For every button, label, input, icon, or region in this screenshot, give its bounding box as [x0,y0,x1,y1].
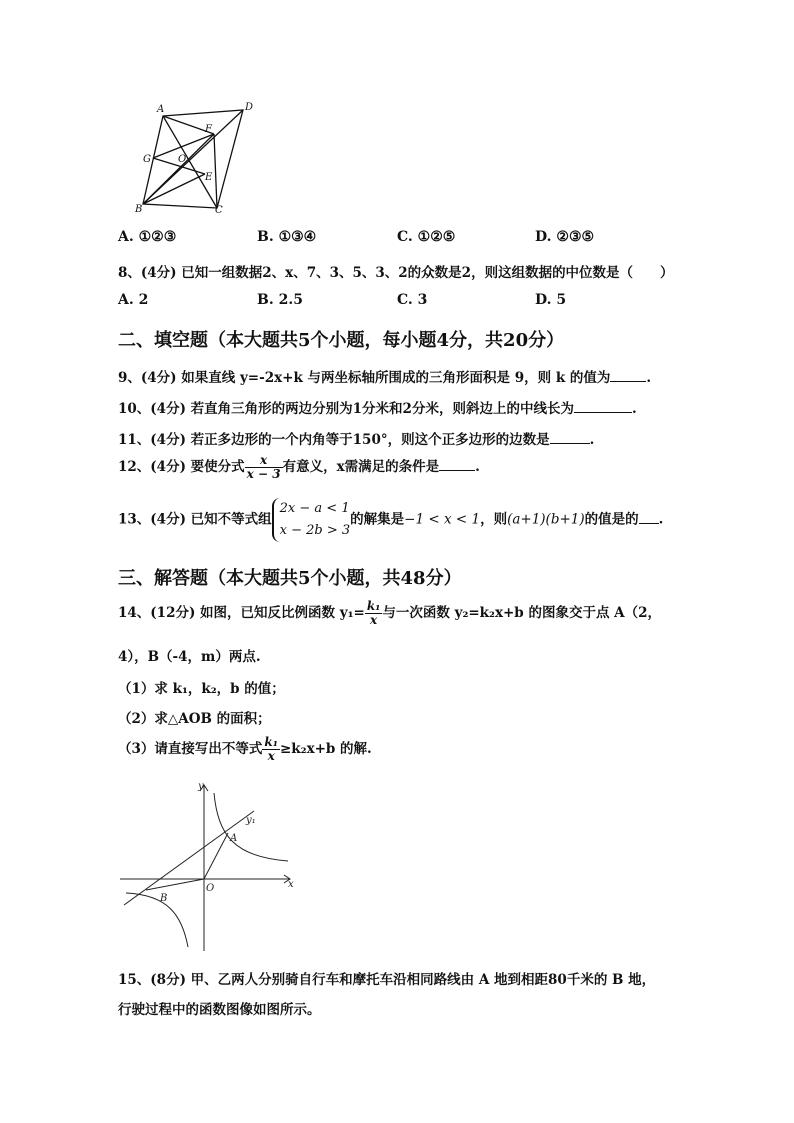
q13-after: 的值是的 [584,511,639,528]
q14-sub3-fraction [262,736,280,763]
q15-line1: 15、(8分) 甲、乙两人分别骑自行车和摩托车沿相同路线由 A 地到相距80千米的 B 地， [118,972,656,988]
q11-line: 11、(4分) 若正多边形的一个内角等于150°，则这个正多边形的边数是 . [118,432,595,448]
label-c: C [215,205,223,215]
q12-answer-blank[interactable] [439,458,475,471]
hyperbola-first-branch [214,793,288,861]
q14-line2: 4），B（-4，m）两点. [118,649,261,665]
q10-text: 10、(4分) 若直角三角形的两边分别为1分米和2分米，则斜边上的中线长为 [118,401,574,417]
q8-text: 8、(4分) 已知一组数据2、x、7、3、5、3、2的众数是2，则这组数据的中位数是（ ） [118,265,674,281]
q8-option-a[interactable]: A. 2 [118,292,149,308]
hyperbola-third-branch [126,893,188,947]
q13-inequality-system [272,498,351,542]
q8-option-c[interactable]: C. 3 [397,292,428,308]
q7-option-c[interactable]: C. ①②⑤ [397,229,456,245]
q8-option-b[interactable]: B. 2.5 [257,292,303,308]
label-g: G [143,154,151,165]
q10-answer-blank[interactable] [574,400,632,413]
q12-frac-den: x − 3 [246,467,281,481]
q13-ineq2: x − 2b > 3 [279,523,351,538]
q7-option-b[interactable]: B. ①③④ [257,229,317,245]
q9-answer-blank[interactable] [610,369,646,382]
q8-option-d[interactable]: D. 5 [535,292,567,308]
q13-line: 13、(4分) 已知不等式组 2x − a < 1 x − 2b > 3 的解集是−1 < x < 1，则(a+1)(b+1)的值是的 . [118,498,663,542]
q12-line: 12、(4分) 要使分式 $\frac{x}{x - 3}$ 有意义，x需满足的条件是 . [118,453,480,481]
q11-answer-blank[interactable] [550,431,590,444]
q13-middle2: ，则 [480,511,508,528]
q14-sub3-a: （3）请直接写出不等式 [118,741,263,757]
q14-k1-den: x [370,613,378,627]
q14-sub3-num: k₁ [264,735,278,749]
q13-ineq1: 2x − a < 1 [279,501,350,516]
label-f: F [205,124,212,135]
q11-text: 11、(4分) 若正多边形的一个内角等于150°，则这个正多边形的边数是 [118,432,550,448]
q13-answer-blank[interactable] [639,511,659,524]
parallelogram-figure [135,100,265,215]
graph-label-a: A [230,833,238,844]
label-e: E [205,172,213,183]
q13-before: 13、(4分) 已知不等式组 [118,511,272,528]
segment-oa [204,833,228,879]
q14-sub3 [118,736,372,763]
graph-label-x: x [288,879,294,890]
q14-sub2: （2）求△AOB 的面积； [118,711,271,727]
q13-range: −1 < x < 1 [404,511,481,528]
q14-sub3-b: ≥k₂x+b 的解. [279,741,372,757]
q14-sub1: （1）求 k₁，k₂，b 的值； [118,681,285,697]
segment-ob [146,879,204,890]
q12-after: 有意义，x需满足的条件是 [282,459,440,475]
q9-text: 9、(4分) 如果直线 y=-2x+k 与两坐标轴所围成的三角形面积是 9，则 k 的值为 [118,370,611,386]
section-2-title: 二、填空题（本大题共5个小题，每小题4分，共20分） [118,330,565,351]
section-3-title: 三、解答题（本大题共5个小题，共48分） [118,568,462,589]
label-b: B [135,204,143,215]
q13-middle: 的解集是 [350,511,405,528]
q9-line: 9、(4分) 如果直线 y=-2x+k 与两坐标轴所围成的三角形面积是 9，则 k 的值为 . [118,370,652,386]
q12-frac-num: x [245,454,283,468]
q14-function-graph [118,775,298,955]
q13-expr: (a+1)(b+1) [507,511,585,528]
label-o: O [178,154,187,165]
q14-line1 [118,600,661,627]
graph-label-y: y [198,781,204,792]
label-a: A [157,104,165,115]
linear-function-line [124,811,254,905]
q12-before: 12、(4分) 要使分式 [118,459,245,475]
graph-label-y1: y₁ [246,815,256,826]
q14-k1-num: k₁ [366,599,381,613]
label-d: D [245,102,254,113]
q7-option-a[interactable]: A. ①②③ [118,229,177,245]
graph-label-o: O [206,883,215,894]
q10-line: 10、(4分) 若直角三角形的两边分别为1分米和2分米，则斜边上的中线长为 . [118,401,637,417]
q12-fraction [245,454,283,481]
q14-k1-fraction [365,600,383,627]
q14-line1-b: 与一次函数 y₂=k₂x+b 的图象交于点 A（2， [382,605,662,621]
q14-line1-a: 14、(12分) 如图，已知反比例函数 y₁= [118,605,365,621]
q15-line2: 行驶过程中的函数图像如图所示。 [118,1002,321,1018]
q14-sub3-den: x [267,749,275,763]
q7-option-d[interactable]: D. ②③⑤ [535,229,595,245]
graph-label-b: B [160,893,168,904]
